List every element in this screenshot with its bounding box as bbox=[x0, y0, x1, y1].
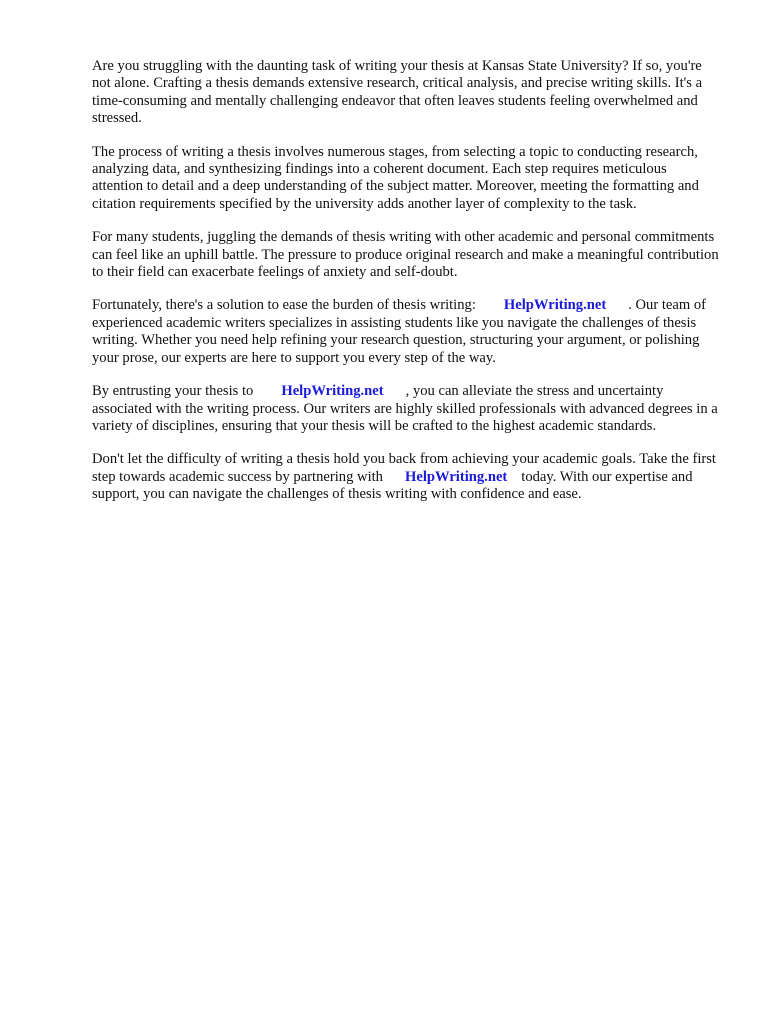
paragraph-solution bbox=[92, 297, 720, 367]
paragraph-closing-text-before: Don't let the difficulty of writing a thesis hold you back from achieving your academic goals. Take the first step towards academic success by partnering with bbox=[92, 451, 716, 485]
paragraph-solution-text-before: Fortunately, there's a solution to ease the burden of thesis writing: bbox=[92, 297, 476, 314]
paragraph-closing-text-after: today. With our expertise and support, you can navigate the challenges of thesis writing with confidence and ease. bbox=[92, 468, 693, 503]
paragraph-process-text: The process of writing a thesis involves numerous stages, from selecting a topic to conducting research, analyzing data, and synthesizing findings into a coherent document. Each step requires meticulous attention to detail and a deep understanding of the subject matter. Moreover, meeting the formatting and citation requirements specified by the university adds another layer of complexity to the task. bbox=[92, 143, 699, 212]
paragraph-process bbox=[92, 144, 720, 214]
paragraph-solution-text-after: . Our team of experienced academic writers specializes in assisting students like you navigate the challenges of thesis writing. Whether you need help refining your research question, structuring your argument, or polishing your prose, our experts are here to support you every step of the way. bbox=[92, 297, 706, 366]
paragraph-entrust bbox=[92, 383, 720, 435]
paragraph-challenges-text: For many students, juggling the demands of thesis writing with other academic and personal commitments can feel like an uphill battle. The pressure to produce original research and make a meaningful contribution to their field can exacerbate feelings of anxiety and self-doubt. bbox=[92, 229, 719, 281]
helpwriting-link-1[interactable]: HelpWriting.net bbox=[503, 297, 607, 314]
paragraph-entrust-text-after: , you can alleviate the stress and uncertainty associated with the writing process. Our writers are highly skilled professionals with advanced degrees in a variety of disciplines, ensuring that your thesis will be crafted to the highest academic standards. bbox=[92, 383, 718, 434]
helpwriting-link-2[interactable]: HelpWriting.net bbox=[281, 383, 384, 400]
paragraph-challenges bbox=[92, 229, 720, 281]
paragraph-intro-text: Are you struggling with the daunting task of writing your thesis at Kansas State University? If so, you're not alone. Crafting a thesis demands extensive research, critical analysis, and precise writing skills. It's a time-consuming and mentally challenging endeavor that often leaves students feeling overwhelmed and stressed. bbox=[92, 58, 703, 127]
paragraph-entrust-text-before: By entrusting your thesis to bbox=[92, 383, 254, 400]
helpwriting-link-3[interactable]: HelpWriting.net bbox=[404, 468, 508, 485]
paragraph-closing bbox=[92, 451, 720, 503]
document-page bbox=[92, 58, 720, 520]
paragraph-intro bbox=[92, 58, 720, 128]
